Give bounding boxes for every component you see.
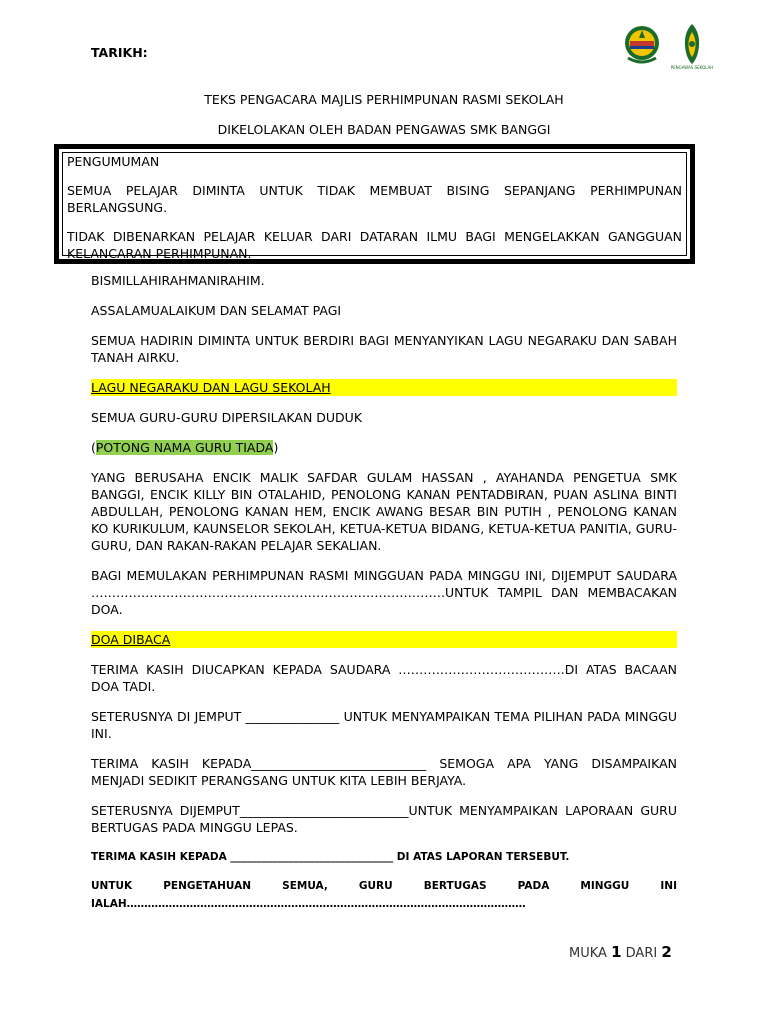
thanks-theme-paragraph: TERIMA KASIH KEPADA____________________________ SEMOGA APA YANG DISAMPAIKAN MENJADI SEDIKIT PERANGSANG UNTUK KITA LEBIH BERJAYA. xyxy=(91,756,677,788)
announcement-title: PENGUMUMAN xyxy=(67,154,160,169)
anthem-highlight xyxy=(91,379,677,396)
omit-note-label: POTONG NAMA GURU TIADA xyxy=(95,440,274,455)
date-label: TARIKH: xyxy=(91,45,148,60)
prayer-label: DOA DIBACA xyxy=(91,632,171,647)
greeting-line: ASSALAMUALAIKUM DAN SELAMAT PAGI xyxy=(91,303,342,318)
page-label: MUKA xyxy=(569,946,607,961)
thanks-report-line: TERIMA KASIH KEPADA _______________________________ DI ATAS LAPORAN TERSEBUT. xyxy=(91,851,570,863)
duty-teacher-paragraph: UNTUK PENGETAHUAN SEMUA, GURU BERTUGAS PADA MINGGU INI IALAH…………………………………………………………………………………………………… xyxy=(91,880,677,910)
stand-paragraph: SEMUA HADIRIN DIMINTA UNTUK BERDIRI BAGI MENYANYIKAN LAGU NEGARAKU DAN SABAH TANAH AIRKU. xyxy=(91,333,677,365)
prayer-invite-paragraph: BAGI MEMULAKAN PERHIMPUNAN RASMI MINGGUAN PADA MINGGU INI, DIJEMPUT SAUDARA ………………………………………………………………………….UNTUK TAMPIL DAN MEMBACAKAN DOA. xyxy=(91,568,677,617)
school-logos xyxy=(622,20,714,70)
dignitaries-paragraph: YANG BERUSAHA ENCIK MALIK SAFDAR GULAM HASSAN , AYAHANDA PENGETUA SMK BANGGI, ENCIK KILLY BIN OTALAHID, PENOLONG KANAN PENTADBIRAN, PUAN ASLINA BINTI ABDULLAH, PENOLONG KANAN HEM, ENCIK AWANG BESAR BIN PUTIH , PENOLONG KANAN KO KURIKULUM, KAUNSELOR SEKOLAH, KETUA-KETUA BIDANG, KETUA-KETUA PANITIA, GURU-GURU, DAN RAKAN-RAKAN PELAJAR SEKALIAN. xyxy=(91,470,677,553)
thanks-prayer-paragraph: TERIMA KASIH DIUCAPKAN KEPADA SAUDARA ………………………………….DI ATAS BACAAN DOA TADI. xyxy=(91,662,677,694)
omit-note: (POTONG NAMA GURU TIADA) xyxy=(91,440,279,455)
page-number: 1 xyxy=(611,943,622,961)
logo-caption: PENGAWAS SEKOLAH xyxy=(670,65,714,70)
announcement-box xyxy=(54,144,695,264)
teachers-sit-line: SEMUA GURU-GURU DIPERSILAKAN DUDUK xyxy=(91,410,363,425)
of-label: DARI xyxy=(625,946,658,961)
prefect-badge-icon xyxy=(671,24,714,70)
page-total: 2 xyxy=(661,943,672,961)
report-invite-paragraph: SETERUSNYA DIJEMPUT___________________________UNTUK MENYAMPAIKAN LAPORAAN GURU BERTUGAS PADA MINGGU LEPAS. xyxy=(91,803,677,835)
document-subtitle: DIKELOLAKAN OLEH BADAN PENGAWAS SMK BANGGI xyxy=(217,122,551,137)
document-title: TEKS PENGACARA MAJLIS PERHIMPUNAN RASMI SEKOLAH xyxy=(204,92,564,107)
page-footer xyxy=(569,943,672,961)
announcement-paragraph-1: SEMUA PELAJAR DIMINTA UNTUK TIDAK MEMBUAT BISING SEPANJANG PERHIMPUNAN BERLANGSUNG. xyxy=(67,183,682,215)
prayer-highlight xyxy=(91,631,677,648)
announcement-paragraph-2: TIDAK DIBENARKAN PELAJAR KELUAR DARI DATARAN ILMU BAGI MENGELAKKAN GANGGUAN KELANCARAN PERHIMPUNAN. xyxy=(67,229,682,261)
theme-invite-paragraph: SETERUSNYA DI JEMPUT _______________ UNTUK MENYAMPAIKAN TEMA PILIHAN PADA MINGGU INI. xyxy=(91,709,677,741)
state-crest-icon xyxy=(625,26,659,62)
anthem-label: LAGU NEGARAKU DAN LAGU SEKOLAH xyxy=(91,380,331,395)
bismillah-line: BISMILLAHIRAHMANIRAHIM. xyxy=(91,273,265,288)
